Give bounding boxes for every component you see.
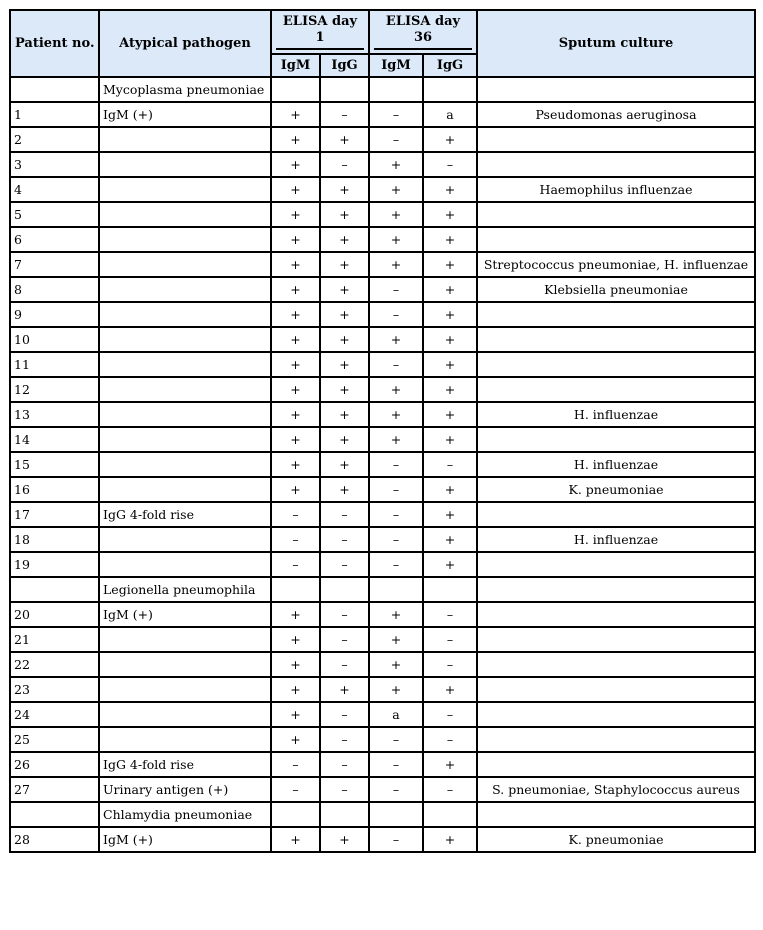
cell-patient-no: 3 [10, 152, 99, 177]
cell-day36-igg: – [423, 152, 477, 177]
cell-day36-igm: a [369, 702, 423, 727]
cell-day1-igm: + [271, 377, 320, 402]
cell-atypical-pathogen [99, 177, 271, 202]
cell-day1-igg: – [320, 777, 369, 802]
cell-sputum-culture [477, 352, 755, 377]
cell-day1-igm: + [271, 302, 320, 327]
cell-day1-igg [320, 802, 369, 827]
cell-day1-igm: + [271, 452, 320, 477]
cell-day1-igg: – [320, 627, 369, 652]
cell-patient-no: 21 [10, 627, 99, 652]
cell-day36-igm: + [369, 327, 423, 352]
cell-day36-igm: – [369, 827, 423, 852]
cell-day1-igm: + [271, 277, 320, 302]
cell-day36-igm: – [369, 752, 423, 777]
cell-day1-igg: – [320, 602, 369, 627]
cell-day1-igm: + [271, 127, 320, 152]
cell-day36-igm: + [369, 227, 423, 252]
cell-day36-igm: + [369, 202, 423, 227]
table-row [10, 477, 755, 502]
header-day1-igm: IgM [271, 54, 320, 77]
cell-day36-igg: + [423, 477, 477, 502]
cell-atypical-pathogen [99, 677, 271, 702]
cell-day1-igg: – [320, 702, 369, 727]
cell-day1-igg: + [320, 377, 369, 402]
cell-day1-igg: + [320, 477, 369, 502]
cell-sputum-culture [477, 202, 755, 227]
cell-patient-no: 15 [10, 452, 99, 477]
cell-patient-no: 23 [10, 677, 99, 702]
cell-sputum-culture [477, 802, 755, 827]
cell-sputum-culture [477, 727, 755, 752]
cell-patient-no: 13 [10, 402, 99, 427]
cell-day36-igg: + [423, 302, 477, 327]
cell-day1-igm [271, 802, 320, 827]
cell-day36-igg: + [423, 227, 477, 252]
cell-patient-no: 1 [10, 102, 99, 127]
cell-day1-igm: + [271, 652, 320, 677]
cell-day36-igm: – [369, 727, 423, 752]
cell-sputum-culture [477, 602, 755, 627]
patient-results-table [9, 9, 756, 853]
cell-day36-igg: + [423, 177, 477, 202]
table-row [10, 502, 755, 527]
cell-sputum-culture [477, 552, 755, 577]
header-elisa-day36 [369, 10, 477, 54]
cell-day36-igm: + [369, 652, 423, 677]
cell-day1-igm: + [271, 152, 320, 177]
cell-day1-igg [320, 577, 369, 602]
cell-atypical-pathogen [99, 627, 271, 652]
cell-day36-igg [423, 802, 477, 827]
cell-day1-igm: + [271, 177, 320, 202]
header-elisa-day36-label: ELISA day 36 [374, 14, 472, 50]
cell-day1-igg: – [320, 552, 369, 577]
cell-day36-igg: – [423, 727, 477, 752]
cell-day1-igm: – [271, 752, 320, 777]
cell-atypical-pathogen [99, 477, 271, 502]
cell-day1-igm: – [271, 777, 320, 802]
cell-day36-igm: – [369, 527, 423, 552]
table-row [10, 627, 755, 652]
cell-day1-igm: + [271, 677, 320, 702]
cell-day36-igm: + [369, 427, 423, 452]
cell-day36-igg: + [423, 202, 477, 227]
cell-atypical-pathogen: IgG 4-fold rise [99, 752, 271, 777]
cell-atypical-pathogen: IgM (+) [99, 102, 271, 127]
cell-day36-igg: + [423, 677, 477, 702]
cell-day36-igg: + [423, 127, 477, 152]
cell-atypical-pathogen [99, 227, 271, 252]
cell-patient-no: 10 [10, 327, 99, 352]
cell-sputum-culture [477, 227, 755, 252]
cell-sputum-culture [477, 152, 755, 177]
cell-day1-igm [271, 577, 320, 602]
cell-atypical-pathogen [99, 302, 271, 327]
table-row [10, 227, 755, 252]
header-day36-igm: IgM [369, 54, 423, 77]
cell-sputum-culture [477, 627, 755, 652]
cell-sputum-culture: Haemophilus influenzae [477, 177, 755, 202]
cell-day36-igm: – [369, 277, 423, 302]
header-sputum-culture: Sputum culture [477, 10, 755, 77]
table-row [10, 377, 755, 402]
cell-day1-igm: + [271, 227, 320, 252]
cell-atypical-pathogen [99, 702, 271, 727]
table-row [10, 277, 755, 302]
cell-day36-igm: + [369, 627, 423, 652]
cell-patient-no [10, 77, 99, 102]
cell-patient-no: 6 [10, 227, 99, 252]
cell-patient-no: 4 [10, 177, 99, 202]
cell-patient-no: 27 [10, 777, 99, 802]
cell-sputum-culture: H. influenzae [477, 402, 755, 427]
table-row [10, 752, 755, 777]
cell-day36-igg: + [423, 377, 477, 402]
cell-patient-no [10, 802, 99, 827]
cell-sputum-culture [477, 377, 755, 402]
cell-patient-no: 25 [10, 727, 99, 752]
cell-day1-igm: + [271, 427, 320, 452]
cell-day36-igg: + [423, 327, 477, 352]
cell-sputum-culture: H. influenzae [477, 452, 755, 477]
table-row [10, 452, 755, 477]
header-elisa-day1-label: ELISA day 1 [276, 14, 364, 50]
cell-day1-igg: – [320, 752, 369, 777]
cell-sputum-culture [477, 502, 755, 527]
table-row [10, 552, 755, 577]
cell-day36-igg: + [423, 252, 477, 277]
cell-sputum-culture [477, 327, 755, 352]
cell-atypical-pathogen [99, 127, 271, 152]
cell-day36-igm: + [369, 677, 423, 702]
cell-day1-igm: + [271, 352, 320, 377]
cell-atypical-pathogen [99, 552, 271, 577]
cell-day1-igg: + [320, 402, 369, 427]
cell-day36-igm [369, 77, 423, 102]
table-row [10, 702, 755, 727]
table-row [10, 127, 755, 152]
cell-sputum-culture: H. influenzae [477, 527, 755, 552]
cell-patient-no: 26 [10, 752, 99, 777]
cell-day36-igg: – [423, 777, 477, 802]
cell-sputum-culture [477, 77, 755, 102]
cell-day36-igg [423, 577, 477, 602]
cell-day1-igm: + [271, 627, 320, 652]
cell-day36-igg: – [423, 652, 477, 677]
cell-patient-no: 28 [10, 827, 99, 852]
cell-sputum-culture [477, 302, 755, 327]
table-row [10, 777, 755, 802]
cell-day36-igm: – [369, 777, 423, 802]
cell-day1-igm: + [271, 602, 320, 627]
cell-day1-igg: + [320, 277, 369, 302]
table-row [10, 827, 755, 852]
cell-patient-no: 5 [10, 202, 99, 227]
cell-atypical-pathogen: IgM (+) [99, 827, 271, 852]
cell-day1-igg: + [320, 302, 369, 327]
cell-atypical-pathogen [99, 202, 271, 227]
cell-atypical-pathogen [99, 427, 271, 452]
cell-atypical-pathogen: Urinary antigen (+) [99, 777, 271, 802]
cell-sputum-culture [477, 427, 755, 452]
cell-patient-no [10, 577, 99, 602]
header-row-main [10, 10, 755, 54]
cell-day36-igg: – [423, 627, 477, 652]
table-row [10, 527, 755, 552]
cell-atypical-pathogen [99, 327, 271, 352]
cell-day1-igm: + [271, 202, 320, 227]
table-row [10, 602, 755, 627]
cell-patient-no: 8 [10, 277, 99, 302]
cell-day1-igm: + [271, 477, 320, 502]
cell-day1-igm: – [271, 552, 320, 577]
cell-day36-igm: – [369, 452, 423, 477]
cell-day1-igm: + [271, 702, 320, 727]
cell-atypical-pathogen: Legionella pneumophila [99, 577, 271, 602]
cell-atypical-pathogen: Chlamydia pneumoniae [99, 802, 271, 827]
cell-day1-igg: – [320, 152, 369, 177]
cell-sputum-culture [477, 677, 755, 702]
cell-day36-igg: + [423, 827, 477, 852]
cell-day36-igg: + [423, 402, 477, 427]
cell-patient-no: 20 [10, 602, 99, 627]
cell-day1-igm: + [271, 252, 320, 277]
cell-atypical-pathogen [99, 402, 271, 427]
cell-day1-igg: + [320, 327, 369, 352]
table-row [10, 727, 755, 752]
table-row [10, 152, 755, 177]
cell-day36-igg: – [423, 702, 477, 727]
cell-patient-no: 19 [10, 552, 99, 577]
cell-patient-no: 14 [10, 427, 99, 452]
cell-patient-no: 7 [10, 252, 99, 277]
cell-day36-igg: – [423, 602, 477, 627]
cell-atypical-pathogen [99, 377, 271, 402]
cell-atypical-pathogen [99, 727, 271, 752]
cell-day36-igm [369, 577, 423, 602]
cell-day36-igm: – [369, 102, 423, 127]
cell-patient-no: 16 [10, 477, 99, 502]
header-day36-igg: IgG [423, 54, 477, 77]
cell-day1-igg: + [320, 227, 369, 252]
cell-sputum-culture: Klebsiella pneumoniae [477, 277, 755, 302]
cell-day1-igg: – [320, 727, 369, 752]
cell-sputum-culture: K. pneumoniae [477, 827, 755, 852]
cell-patient-no: 24 [10, 702, 99, 727]
cell-day1-igg: – [320, 102, 369, 127]
cell-day1-igg: + [320, 202, 369, 227]
cell-patient-no: 9 [10, 302, 99, 327]
cell-day36-igg: + [423, 752, 477, 777]
cell-day1-igg: – [320, 527, 369, 552]
cell-atypical-pathogen [99, 527, 271, 552]
table-row [10, 577, 755, 602]
cell-day36-igg: + [423, 277, 477, 302]
cell-atypical-pathogen [99, 277, 271, 302]
cell-day1-igm: + [271, 402, 320, 427]
cell-day1-igm [271, 77, 320, 102]
cell-day1-igg: + [320, 177, 369, 202]
table-row [10, 177, 755, 202]
cell-day36-igg: a [423, 102, 477, 127]
cell-day1-igm: + [271, 827, 320, 852]
cell-day36-igm: + [369, 377, 423, 402]
table-row [10, 252, 755, 277]
table-row [10, 402, 755, 427]
table-row [10, 102, 755, 127]
cell-day36-igm: + [369, 402, 423, 427]
cell-atypical-pathogen [99, 152, 271, 177]
cell-day36-igm: – [369, 477, 423, 502]
cell-day36-igm: – [369, 127, 423, 152]
cell-atypical-pathogen: IgM (+) [99, 602, 271, 627]
header-patient-no: Patient no. [10, 10, 99, 77]
cell-sputum-culture [477, 702, 755, 727]
cell-day36-igm: – [369, 302, 423, 327]
cell-day1-igg: + [320, 677, 369, 702]
cell-atypical-pathogen [99, 652, 271, 677]
cell-day36-igm: – [369, 552, 423, 577]
cell-atypical-pathogen: Mycoplasma pneumoniae [99, 77, 271, 102]
table-row [10, 77, 755, 102]
cell-day1-igg: + [320, 252, 369, 277]
cell-day36-igm [369, 802, 423, 827]
cell-day1-igg: + [320, 452, 369, 477]
cell-day36-igm: + [369, 602, 423, 627]
cell-day36-igg: + [423, 527, 477, 552]
header-day1-igg: IgG [320, 54, 369, 77]
cell-day36-igg: + [423, 552, 477, 577]
table-row [10, 327, 755, 352]
cell-day1-igm: + [271, 102, 320, 127]
cell-day1-igm: + [271, 327, 320, 352]
cell-day36-igm: – [369, 502, 423, 527]
cell-day1-igg: – [320, 652, 369, 677]
cell-patient-no: 2 [10, 127, 99, 152]
cell-patient-no: 12 [10, 377, 99, 402]
table-row [10, 427, 755, 452]
cell-atypical-pathogen [99, 352, 271, 377]
cell-day1-igg: – [320, 502, 369, 527]
cell-patient-no: 11 [10, 352, 99, 377]
cell-day1-igg: + [320, 127, 369, 152]
cell-sputum-culture [477, 652, 755, 677]
cell-day36-igm: + [369, 252, 423, 277]
cell-day1-igg: + [320, 427, 369, 452]
cell-atypical-pathogen [99, 252, 271, 277]
cell-day36-igg [423, 77, 477, 102]
cell-patient-no: 18 [10, 527, 99, 552]
table-row [10, 652, 755, 677]
cell-day36-igg: + [423, 427, 477, 452]
cell-sputum-culture [477, 127, 755, 152]
cell-day1-igg [320, 77, 369, 102]
cell-day1-igg: + [320, 352, 369, 377]
cell-day36-igg: + [423, 352, 477, 377]
cell-day36-igg: – [423, 452, 477, 477]
cell-sputum-culture: K. pneumoniae [477, 477, 755, 502]
cell-patient-no: 17 [10, 502, 99, 527]
cell-day36-igm: – [369, 352, 423, 377]
cell-day36-igm: + [369, 152, 423, 177]
cell-sputum-culture: Pseudomonas aeruginosa [477, 102, 755, 127]
table-body [10, 77, 755, 852]
cell-sputum-culture [477, 752, 755, 777]
cell-day1-igg: + [320, 827, 369, 852]
cell-atypical-pathogen: IgG 4-fold rise [99, 502, 271, 527]
cell-sputum-culture [477, 577, 755, 602]
table-row [10, 352, 755, 377]
cell-day36-igm: + [369, 177, 423, 202]
table-row [10, 802, 755, 827]
table-row [10, 202, 755, 227]
cell-patient-no: 22 [10, 652, 99, 677]
cell-atypical-pathogen [99, 452, 271, 477]
cell-day1-igm: – [271, 502, 320, 527]
cell-day1-igm: + [271, 727, 320, 752]
cell-day1-igm: – [271, 527, 320, 552]
cell-sputum-culture: S. pneumoniae, Staphylococcus aureus [477, 777, 755, 802]
cell-sputum-culture: Streptococcus pneumoniae, H. influenzae [477, 252, 755, 277]
cell-day36-igg: + [423, 502, 477, 527]
header-atypical-pathogen: Atypical pathogen [99, 10, 271, 77]
header-elisa-day1 [271, 10, 369, 54]
table-row [10, 302, 755, 327]
table-row [10, 677, 755, 702]
